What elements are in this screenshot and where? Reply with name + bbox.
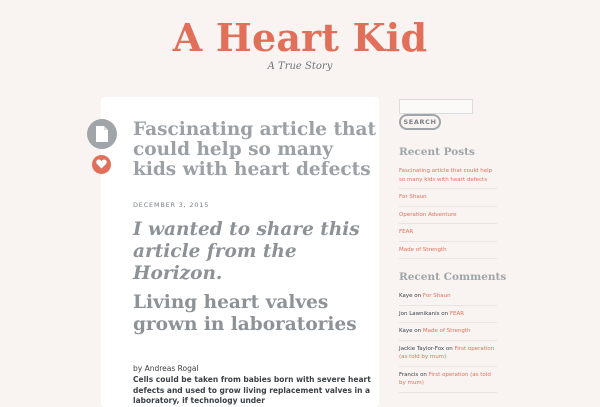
list-item — [399, 242, 497, 260]
recent-comments-title: Recent Comments — [399, 271, 507, 283]
like-button[interactable] — [92, 155, 111, 174]
list-item — [399, 207, 497, 225]
list-item — [399, 367, 497, 393]
list-item — [399, 288, 497, 306]
recent-post-link[interactable]: Operation Adventure — [399, 211, 457, 218]
comment-on: on — [441, 310, 449, 317]
list-item — [399, 224, 497, 242]
post-byline: by Andreas Rogal — [133, 364, 199, 373]
list-item — [399, 189, 497, 207]
heart-icon — [96, 159, 107, 169]
comment-author: Francis — [399, 371, 419, 378]
document-icon — [94, 125, 110, 143]
comment-on: on — [420, 371, 427, 378]
site-title[interactable]: A Heart Kid — [172, 15, 428, 60]
recent-post-link[interactable]: Made of Strength — [399, 246, 447, 253]
recent-posts-list — [399, 163, 497, 259]
recent-post-link[interactable]: For Shaun — [399, 194, 427, 200]
post-excerpt: Cells could be taken from babies born with severe heart defects and used to grow living replacement valves in a laboratory, if technology under — [133, 375, 371, 405]
post-article-heading: Living heart valves grown in laboratories — [133, 292, 357, 335]
recent-comments-list — [399, 288, 497, 393]
post-date[interactable]: DECEMBER 3, 2015 — [133, 201, 210, 209]
comment-on: on — [414, 293, 422, 299]
recent-post-link[interactable]: FEAR — [399, 229, 414, 235]
list-item — [399, 341, 497, 367]
list-item — [399, 323, 497, 341]
comment-author: Jackie Taylor-Fox — [399, 345, 445, 352]
comment-post-link[interactable]: First operation (as told by mum) — [399, 345, 495, 360]
search-input[interactable] — [399, 99, 473, 114]
comment-post-link[interactable]: FEAR — [449, 310, 465, 317]
list-item — [399, 163, 497, 189]
search-button[interactable]: SEARCH — [399, 114, 441, 130]
comment-author: Kaye — [399, 328, 413, 334]
recent-post-link[interactable]: Fascinating article that could help so many kids with heart defects — [399, 168, 493, 183]
post-format-badge[interactable] — [87, 119, 117, 149]
comment-post-link[interactable]: For Shaun — [422, 293, 451, 299]
post-intro: I wanted to share this article from the Horizon. — [133, 219, 360, 284]
comment-author: Jon Lawnikanis — [399, 310, 440, 317]
post-title[interactable]: Fascinating article that could help so many kids with heart defects — [133, 119, 376, 180]
list-item — [399, 306, 497, 324]
comment-post-link[interactable]: Made of Strength — [422, 328, 471, 334]
comment-post-link[interactable]: First operation (as told by mum) — [399, 371, 491, 386]
comment-on: on — [414, 328, 422, 334]
site-tagline: A True Story — [267, 61, 333, 72]
comment-author: Kaye — [399, 293, 413, 299]
comment-on: on — [445, 345, 453, 352]
recent-posts-title: Recent Posts — [399, 146, 475, 158]
